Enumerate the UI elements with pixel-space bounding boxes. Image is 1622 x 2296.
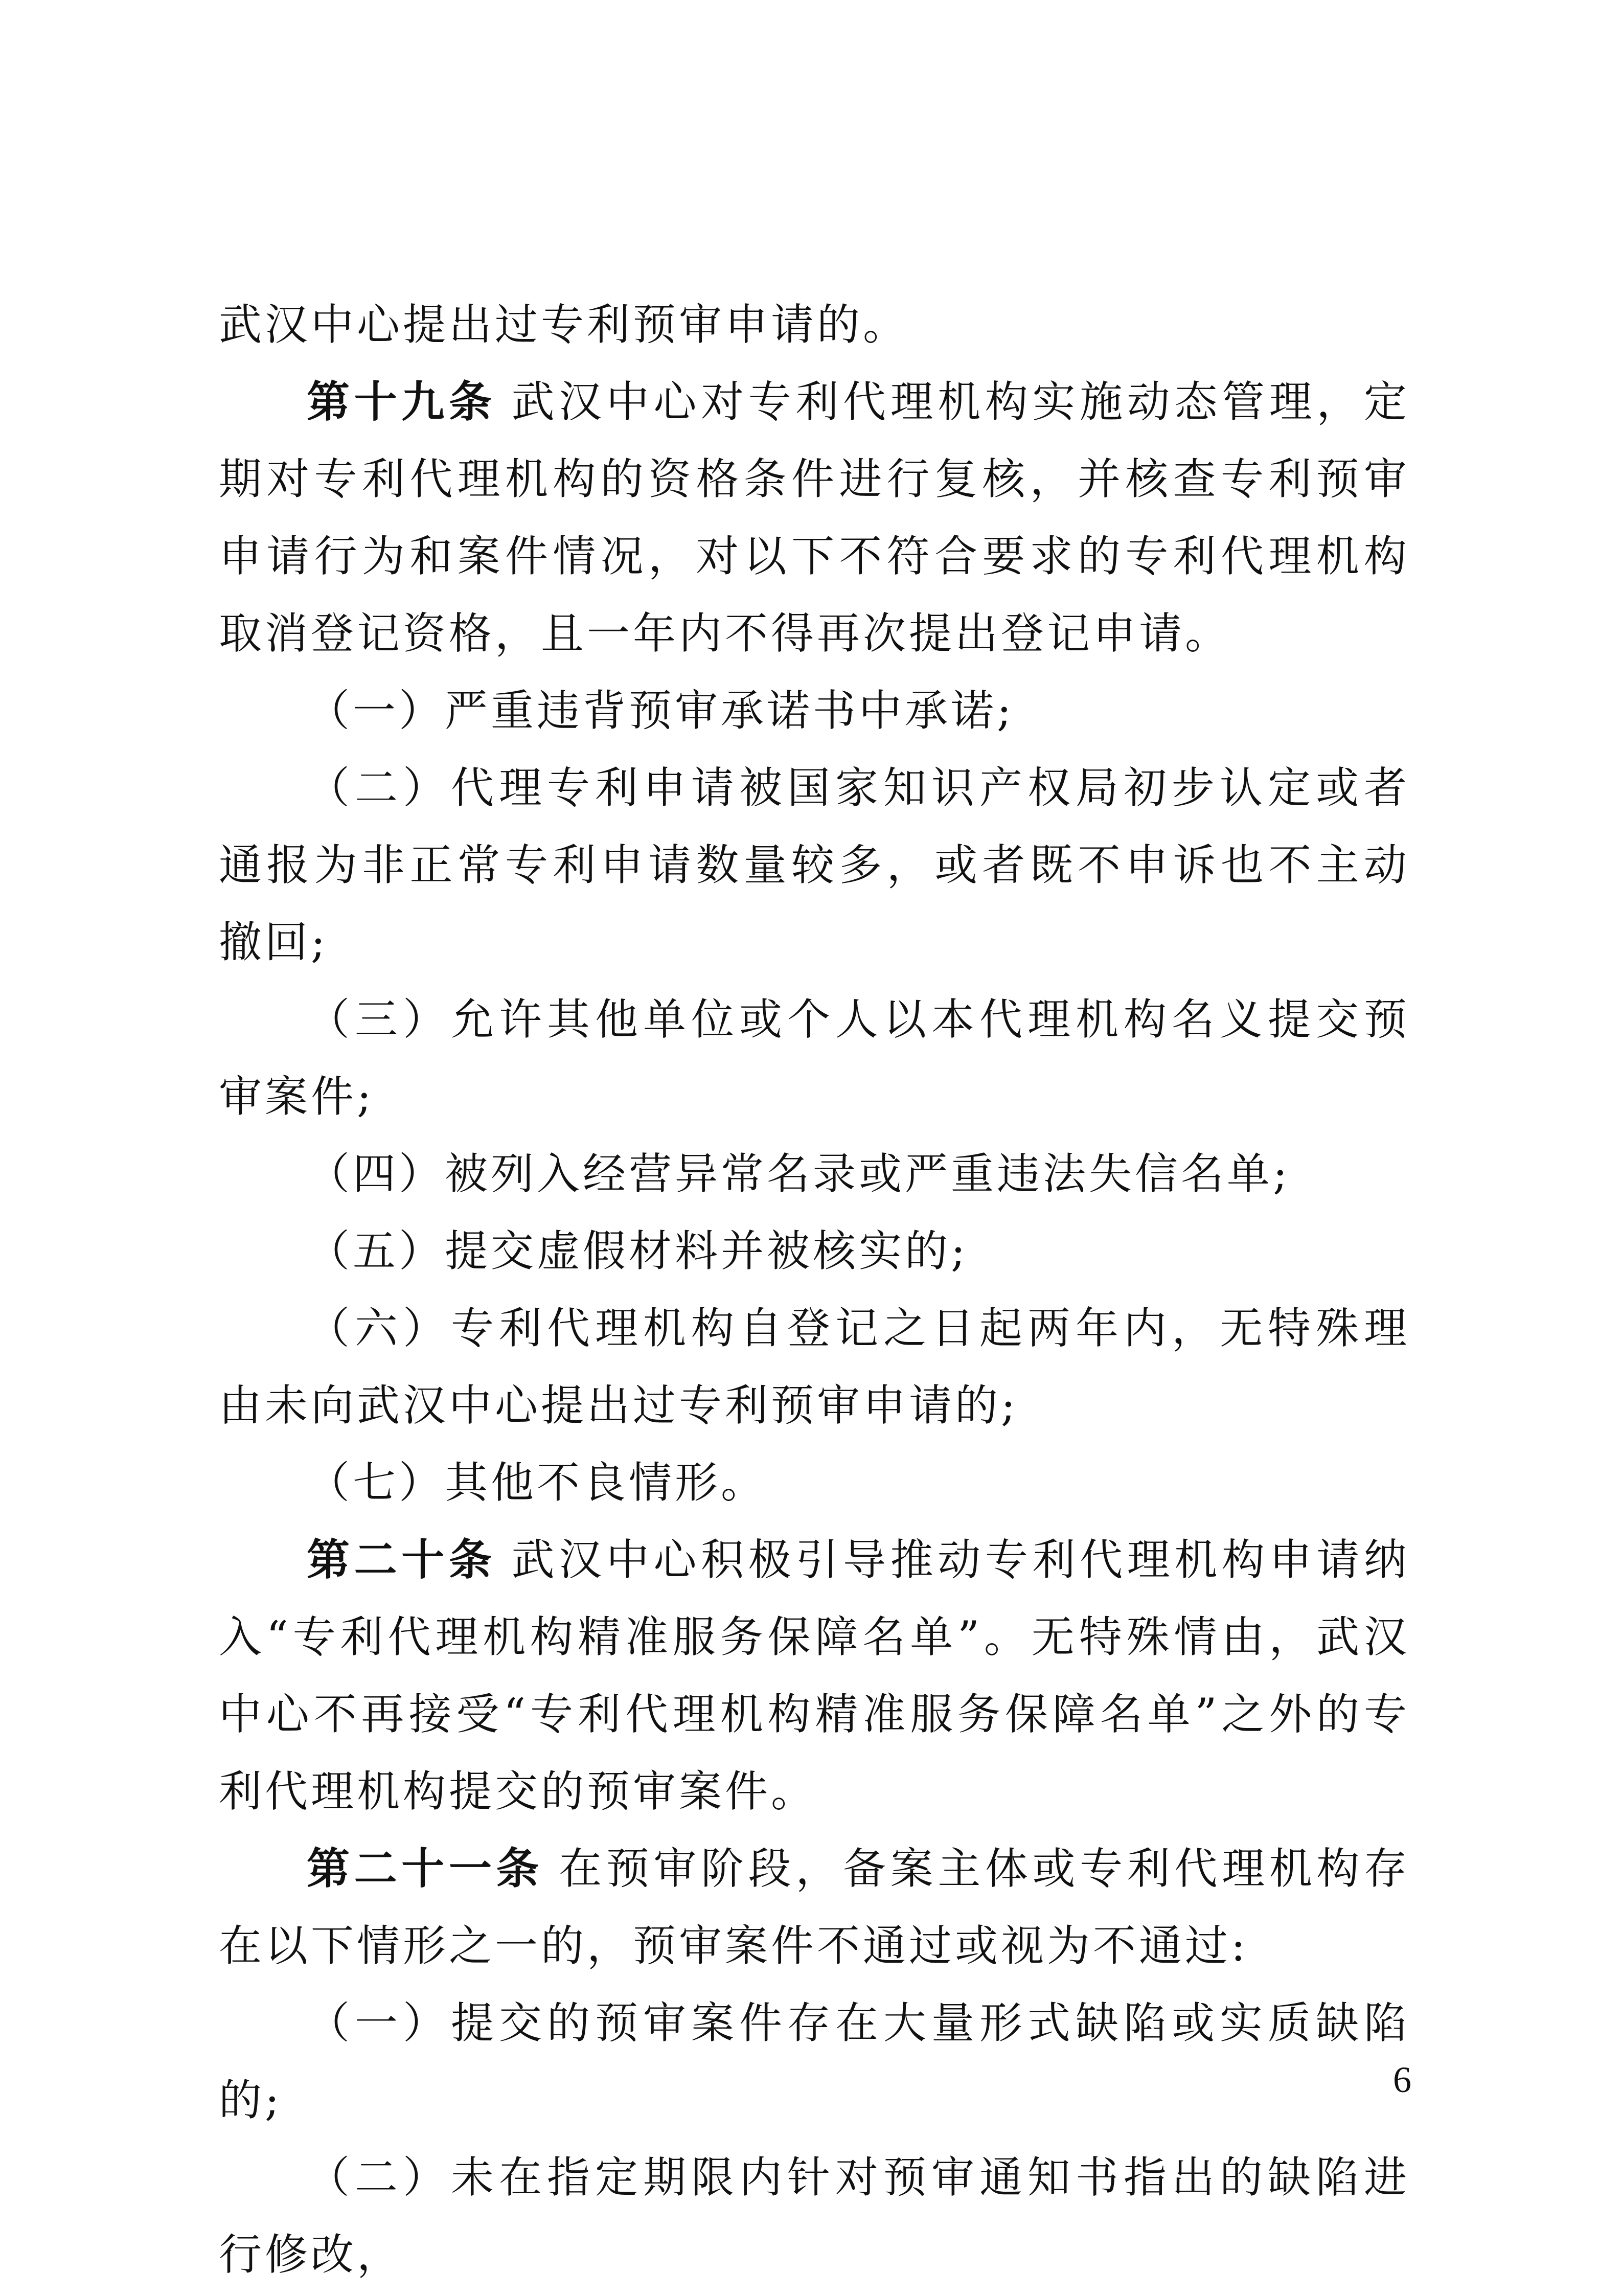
article-19-title: 第十九条 [307, 377, 496, 427]
article-19-item-7: （七）其他不良情形。 [307, 1458, 767, 1508]
article-20 [219, 1521, 1410, 1830]
paragraph-continuation: 武汉中心提出过专利预审申请的。 [219, 300, 909, 350]
article-21-item-1: （一）提交的预审案件存在大量形式缺陷或实质缺陷的; [219, 1998, 1410, 2125]
article-19-item-2: （二）代理专利申请被国家知识产权局初步认定或者通报为非正常专利申请数量较多，或者既不申诉也不主动撤回; [219, 763, 1410, 967]
article-19-item-5: （五）提交虚假材料并被核实的; [307, 1226, 969, 1276]
article-21-item-2: （二）未在指定期限内针对预审通知书指出的缺陷进行修改， [219, 2152, 1410, 2280]
article-19-item-1: （一）严重违背预审承诺书中承诺; [307, 686, 1015, 736]
article-21 [219, 1830, 1410, 1985]
article-19-item-6: （六）专利代理机构自登记之日起两年内，无特殊理由未向武汉中心提出过专利预审申请的; [219, 1303, 1410, 1430]
article-19-text: 武汉中心对专利代理机构实施动态管理，定期对专利代理机构的资格条件进行复核，并核查专利预审申请行为和案件情况，对以下不符合要求的专利代理机构取消登记资格，且一年内不得再次提出登记申请。 [219, 377, 1410, 658]
article-20-title: 第二十条 [307, 1535, 496, 1585]
article-21-title: 第二十一条 [307, 1844, 544, 1894]
article-20-text: 武汉中心积极引导推动专利代理机构申请纳入“专利代理机构精准服务保障名单”。无特殊情由，武汉中心不再接受“专利代理机构精准服务保障名单”之外的专利代理机构提交的预审案件。 [219, 1535, 1410, 1816]
article-19-item-4: （四）被列入经营异常名录或严重违法失信名单; [307, 1149, 1291, 1199]
article-21-text: 在预审阶段，备案主体或专利代理机构存在以下情形之一的，预审案件不通过或视为不通过: [219, 1844, 1410, 1971]
page-number: 6 [1393, 2059, 1411, 2100]
article-19 [219, 363, 1410, 672]
article-19-item-3: （三）允许其他单位或个人以本代理机构名义提交预审案件; [219, 994, 1410, 1122]
body-text [219, 286, 1410, 2293]
